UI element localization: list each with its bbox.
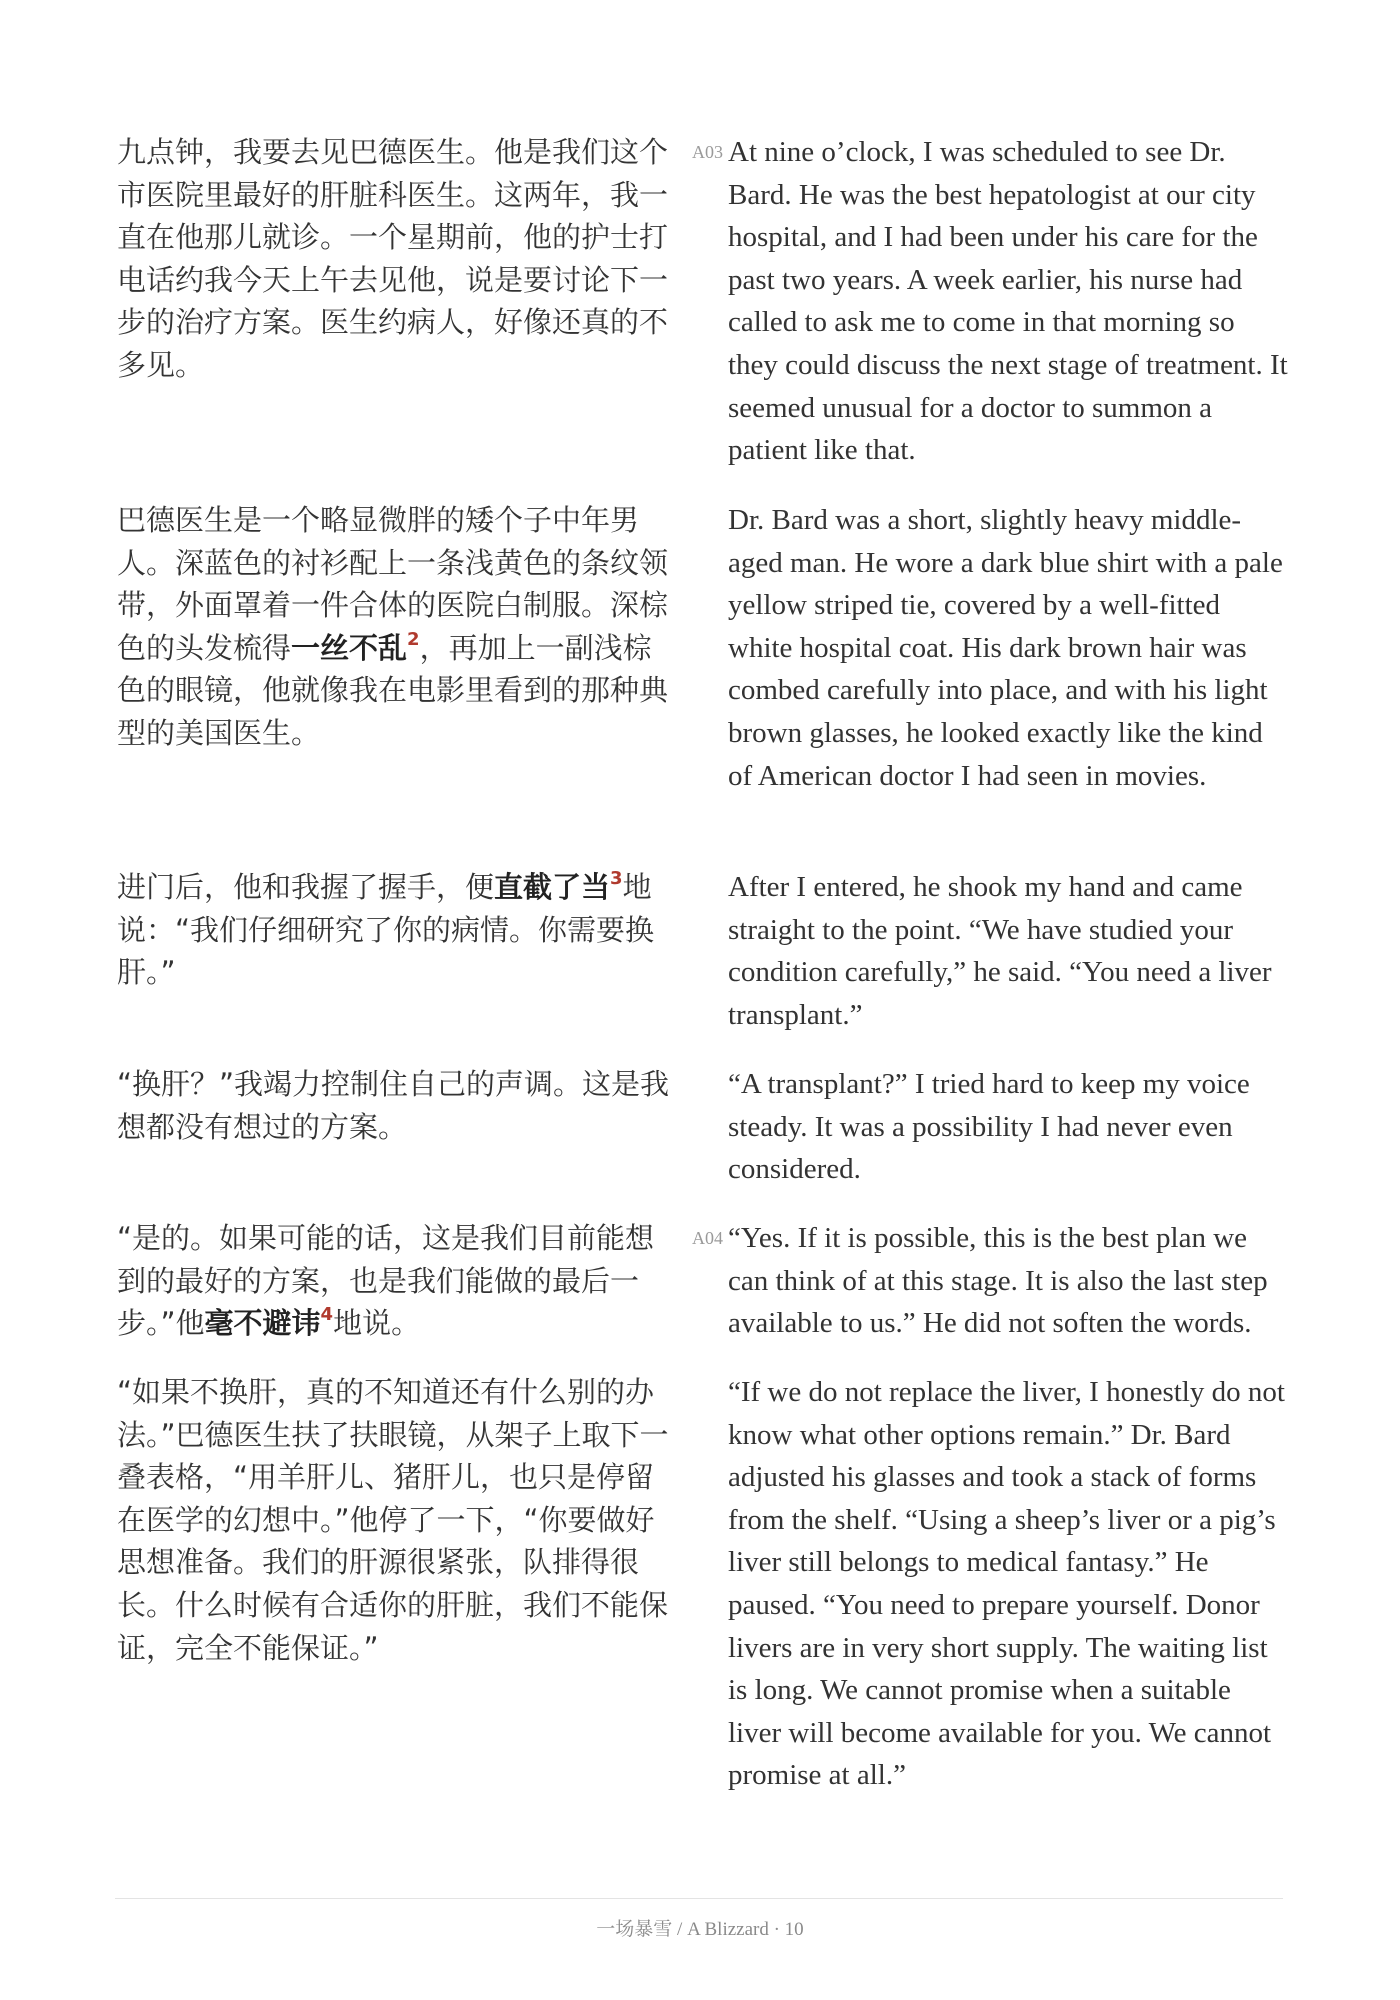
english-paragraph: “Yes. If it is possible, this is the best plan we can think of at this stage. It is also the last step available to us.” He did not soften the words. [728, 1222, 1268, 1340]
chinese-paragraph [117, 131, 677, 387]
vocab-term: 一丝不乱 [291, 630, 408, 665]
footnote-ref[interactable]: 4 [320, 1304, 334, 1326]
zh-text: “换肝？”我竭力控制住自己的声调。这是我想都没有想过的方案。 [117, 1067, 670, 1144]
zh-text: “如果不换肝，真的不知道还有什么别的办法。”巴德医生扶了扶眼镜，从架子上取下一叠表格，“用羊肝儿、猪肝儿，也只是停留在医学的幻想中。”他停了一下，“你要做好思想准备。我们的肝源很紧张，队排得很长。什么时候有合适你的肝脏，我们不能保证，完全不能保证。” [117, 1375, 669, 1665]
vocab-term: 直截了当 [494, 870, 611, 904]
vocab-term: 毫不避讳 [204, 1306, 321, 1341]
zh-text: “是的。如果可能的话，这是我们目前能想到的最好的方案，也是我们能做的最后一步。”他 [117, 1221, 655, 1341]
zh-text: 九点钟，我要去见巴德医生。他是我们这个市医院里最好的肝脏科医生。这两年，我一直在他那儿就诊。一个星期前，他的护士打电话约我今天上午去见他，说是要讨论下一步的治疗方案。医生约病人，好像还真的不多见。 [117, 135, 669, 382]
chinese-paragraph [117, 499, 677, 755]
audio-marker: A04 [692, 1228, 723, 1248]
zh-text: 巴德医生是一个略显微胖的矮个子中年男人。深蓝色的衬衫配上一条浅黄色的条纹领带，外面罩着一件合体的医院白制服。深棕色的头发梳得 [117, 503, 669, 665]
footnote-ref[interactable]: 2 [407, 628, 420, 650]
chinese-paragraph [117, 1063, 677, 1148]
english-paragraph: “If we do not replace the liver, I honestly do not know what other options remain.” Dr. Bard adjusted his glasses and took a stack of forms from the shelf. “Using a sheep’s liver or a pig’s liver still belongs to medical fantasy.” He paused. “You need to prepare yourself. Donor livers are in very short supply. The waiting list is long. We cannot promise when a suitable liver will become available for you. We cannot promise at all.” [728, 1376, 1285, 1792]
english-paragraph: After I entered, he shook my hand and came straight to the point. “We have studied your condition carefully,” he said. “You need a liver transplant.” [728, 871, 1272, 1031]
zh-text: 地说：“我们仔细研究了你的病情。你需要换肝。” [117, 870, 655, 990]
zh-text: ，再加上一副浅棕色的眼镜，他就像我在电影里看到的那种典型的美国医生。 [117, 630, 669, 750]
audio-marker: A03 [692, 142, 723, 162]
english-paragraph: Dr. Bard was a short, slightly heavy middle-aged man. He wore a dark blue shirt with a pale yellow striped tie, covered by a well-fitted white hospital coat. His dark brown hair was combed carefully into place, and with his light brown glasses, he looked exactly like the kind of American doctor I had seen in movies. [728, 504, 1283, 792]
footer-divider [115, 1898, 1283, 1899]
footnote-ref[interactable]: 3 [610, 868, 623, 889]
english-paragraph: At nine o’clock, I was scheduled to see Dr. Bard. He was the best hepatologist at our city hospital, and I had been under his care for the past two years. A week earlier, his nurse had called to ask me to come in that morning so they could discuss the next stage of treatment. It seemed unusual for a doctor to summon a patient like that. [728, 136, 1288, 467]
chinese-paragraph [117, 866, 677, 994]
english-paragraph: “A transplant?” I tried hard to keep my voice steady. It was a possibility I had never even considered. [728, 1068, 1250, 1186]
zh-text: 进门后，他和我握了握手，便 [117, 870, 495, 904]
zh-text: 地说。 [333, 1306, 421, 1341]
page-footer: 一场暴雪 / A Blizzard · 10 [596, 1919, 804, 1940]
chinese-paragraph [117, 1217, 677, 1345]
chinese-paragraph [117, 1371, 677, 1669]
